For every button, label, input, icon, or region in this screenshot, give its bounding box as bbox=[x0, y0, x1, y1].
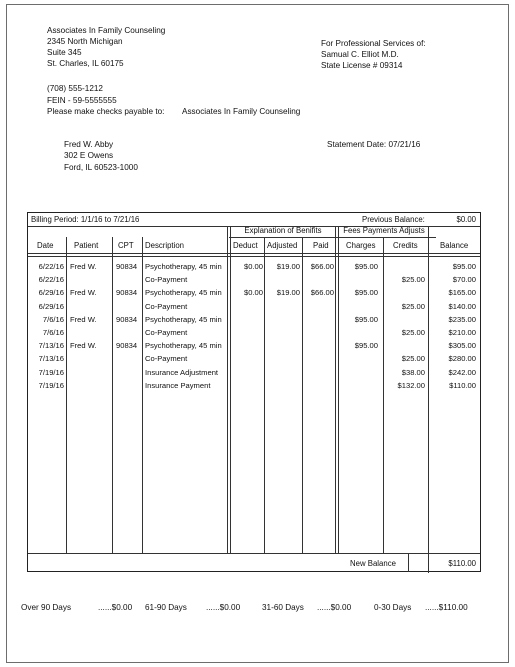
cell-balance: $242.00 bbox=[448, 367, 476, 377]
eob-group-header: Explanation of Benifits bbox=[244, 226, 322, 235]
cell-paid: $66.00 bbox=[310, 262, 334, 271]
client-street: 302 E Owens bbox=[64, 151, 114, 160]
practice-street: 2345 North Michigan bbox=[47, 37, 123, 46]
practice-city: St. Charles, IL 60175 bbox=[47, 59, 124, 68]
cell-date: 6/22/16 bbox=[38, 275, 64, 285]
cell-credits: $132.00 bbox=[397, 380, 425, 390]
aging-0-30-label: 0-30 Days bbox=[374, 603, 412, 612]
cell-date: 7/13/16 bbox=[38, 341, 64, 351]
cell-credits: $25.00 bbox=[401, 328, 425, 337]
cell-date: 6/22/16 bbox=[38, 262, 64, 271]
col-cpt: CPT bbox=[118, 241, 134, 250]
aging-over-90-value: ......$0.00 bbox=[98, 603, 133, 612]
cell-date: 7/6/16 bbox=[42, 328, 64, 337]
previous-balance-value: $0.00 bbox=[456, 215, 476, 224]
practice-name: Associates In Family Counseling bbox=[47, 26, 166, 35]
cell-description: Co-Payment bbox=[145, 301, 188, 311]
fees-group-header: Fees Payments Adjusts bbox=[343, 226, 425, 235]
aging-31-60-label: 31-60 Days bbox=[262, 603, 304, 612]
cell-paid: $66.00 bbox=[310, 288, 334, 298]
cell-description: Psychotherapy, 45 min bbox=[145, 288, 222, 298]
cell-date: 7/6/16 bbox=[42, 314, 64, 324]
cell-credits: $25.00 bbox=[401, 354, 425, 364]
practice-phone: (708) 555-1212 bbox=[47, 84, 103, 93]
cell-cpt: 90834 bbox=[116, 288, 138, 298]
cell-balance: $110.00 bbox=[449, 380, 476, 390]
provider-license: State License # 09314 bbox=[321, 61, 403, 70]
provider-name: Samual C. Elliot M.D. bbox=[321, 50, 399, 59]
statement-page bbox=[6, 4, 509, 663]
col-date: Date bbox=[37, 241, 54, 250]
cell-deduct: $0.00 bbox=[243, 262, 263, 271]
cell-description: Psychotherapy, 45 min bbox=[145, 341, 222, 351]
cell-deduct: $0.00 bbox=[243, 288, 263, 298]
col-charges: Charges bbox=[346, 241, 376, 250]
cell-patient: Fred W. bbox=[70, 262, 97, 271]
col-description: Description bbox=[145, 241, 184, 250]
cell-balance: $70.00 bbox=[452, 275, 476, 285]
col-balance: Balance bbox=[440, 241, 469, 250]
cell-charges: $95.00 bbox=[354, 288, 378, 298]
cell-description: Co-Payment bbox=[145, 328, 188, 337]
statement-table bbox=[27, 212, 481, 572]
aging-0-30-value: ......$110.00 bbox=[425, 603, 468, 612]
col-deduct: Deduct bbox=[233, 241, 258, 250]
cell-balance: $95.00 bbox=[452, 262, 476, 271]
cell-date: 6/29/16 bbox=[38, 288, 64, 298]
col-patient: Patient bbox=[74, 241, 99, 250]
payable-label: Please make checks payable to: bbox=[47, 107, 165, 116]
aging-61-90-value: ......$0.00 bbox=[206, 603, 241, 612]
cell-description: Co-Payment bbox=[145, 354, 188, 364]
cell-balance: $280.00 bbox=[448, 354, 476, 364]
cell-date: 7/13/16 bbox=[38, 354, 64, 364]
cell-balance: $165.00 bbox=[448, 288, 476, 298]
client-city: Ford, IL 60523-1000 bbox=[64, 163, 138, 172]
client-name: Fred W. Abby bbox=[64, 140, 114, 149]
cell-balance: $235.00 bbox=[448, 314, 476, 324]
payable-to: Associates In Family Counseling bbox=[182, 107, 301, 116]
cell-date: 7/19/16 bbox=[38, 367, 64, 377]
cell-description: Psychotherapy, 45 min bbox=[145, 314, 222, 324]
cell-balance: $305.00 bbox=[448, 341, 476, 351]
cell-credits: $25.00 bbox=[401, 301, 425, 311]
cell-cpt: 90834 bbox=[116, 314, 138, 324]
aging-61-90-label: 61-90 Days bbox=[145, 603, 187, 612]
cell-patient: Fred W. bbox=[70, 314, 97, 324]
cell-cpt: 90834 bbox=[116, 262, 138, 271]
billing-period: Billing Period: 1/1/16 to 7/21/16 bbox=[31, 215, 140, 224]
new-balance-label: New Balance bbox=[350, 559, 396, 568]
cell-charges: $95.00 bbox=[354, 341, 378, 351]
cell-description: Co-Payment bbox=[145, 275, 188, 285]
cell-cpt: 90834 bbox=[116, 341, 138, 351]
cell-date: 7/19/16 bbox=[38, 380, 64, 390]
practice-fein: FEIN - 59-5555555 bbox=[47, 96, 117, 105]
aging-31-60-value: ......$0.00 bbox=[317, 603, 352, 612]
col-credits: Credits bbox=[393, 241, 418, 250]
cell-date: 6/29/16 bbox=[38, 301, 64, 311]
new-balance-value: $110.00 bbox=[448, 559, 476, 568]
previous-balance-label: Previous Balance: bbox=[362, 215, 425, 224]
cell-patient: Fred W. bbox=[70, 288, 97, 298]
practice-suite: Suite 345 bbox=[47, 48, 82, 57]
cell-description: Insurance Adjustment bbox=[145, 367, 219, 377]
cell-charges: $95.00 bbox=[354, 262, 378, 271]
cell-patient: Fred W. bbox=[70, 341, 97, 351]
cell-adjusted: $19.00 bbox=[276, 288, 300, 298]
cell-description: Insurance Payment bbox=[145, 380, 211, 390]
cell-credits: $38.00 bbox=[401, 367, 425, 377]
cell-balance: $140.00 bbox=[448, 301, 476, 311]
cell-balance: $210.00 bbox=[448, 328, 476, 337]
cell-adjusted: $19.00 bbox=[276, 262, 300, 271]
cell-credits: $25.00 bbox=[401, 275, 425, 285]
cell-description: Psychotherapy, 45 min bbox=[145, 262, 222, 271]
provider-heading: For Professional Services of: bbox=[321, 39, 426, 48]
aging-over-90-label: Over 90 Days bbox=[21, 603, 72, 612]
cell-charges: $95.00 bbox=[354, 314, 378, 324]
statement-date: Statement Date: 07/21/16 bbox=[327, 140, 421, 149]
col-adjusted: Adjusted bbox=[267, 241, 298, 250]
col-paid: Paid bbox=[313, 241, 329, 250]
